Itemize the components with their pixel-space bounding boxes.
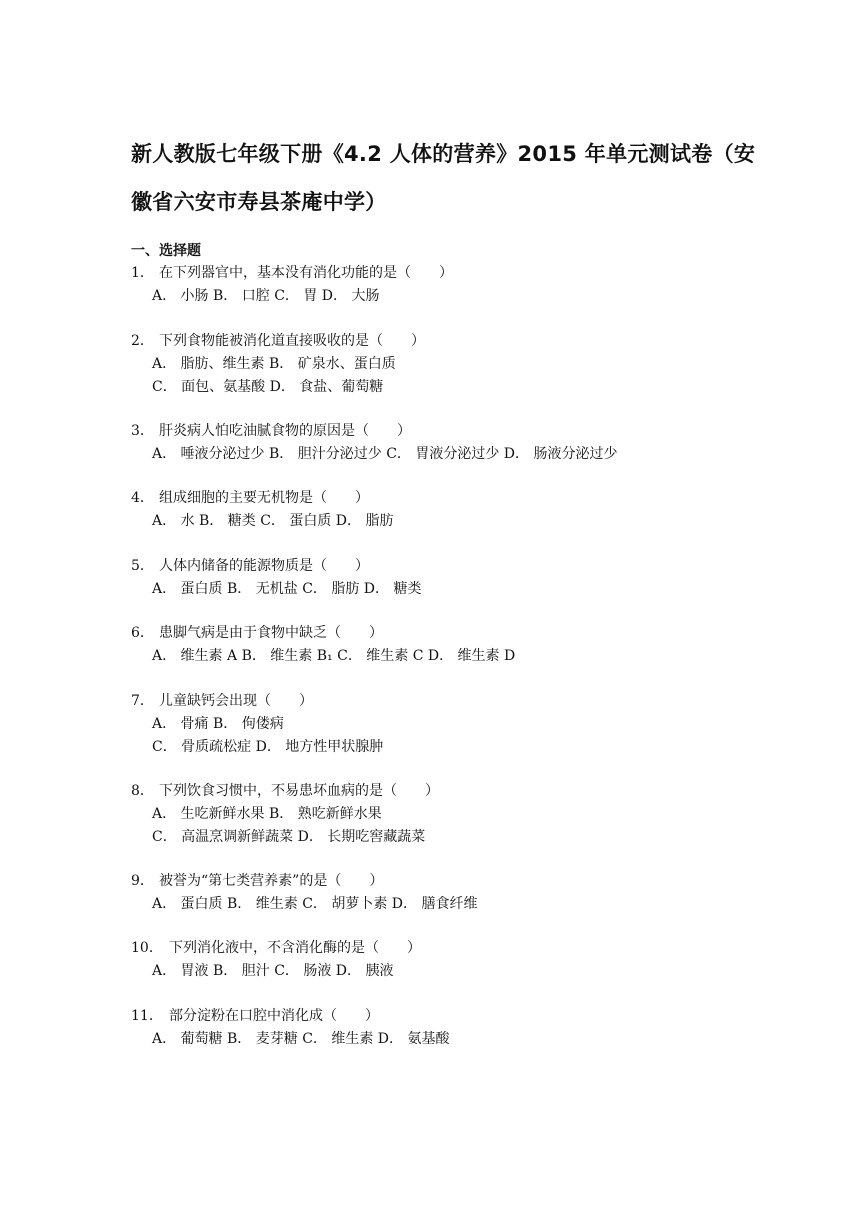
question-number: 6． bbox=[131, 625, 154, 641]
question-item bbox=[131, 420, 618, 466]
question-item bbox=[131, 622, 515, 668]
question-stem bbox=[131, 690, 383, 713]
question-item bbox=[131, 555, 422, 601]
question-text: 组成细胞的主要无机物是（ ） bbox=[159, 490, 369, 506]
question-item bbox=[131, 330, 425, 399]
answer-options: A． 水 B． 糖类 C． 蛋白质 D． 脂肪 bbox=[152, 513, 394, 529]
answer-options: A． 胃液 B． 胆汁 C． 肠液 D． 胰液 bbox=[152, 963, 394, 979]
question-item bbox=[131, 487, 394, 533]
question-item bbox=[131, 870, 478, 916]
answer-options: A． 脂肪、维生素 B． 矿泉水、蛋白质 bbox=[152, 356, 396, 372]
question-text: 人体内储备的能源物质是（ ） bbox=[159, 558, 369, 574]
answer-options: A． 骨痛 B． 佝偻病 bbox=[152, 716, 284, 732]
question-text: 患脚气病是由于食物中缺乏（ ） bbox=[159, 625, 383, 641]
question-text: 被誉为“第七类营养素”的是（ ） bbox=[159, 873, 384, 889]
question-stem bbox=[131, 1005, 450, 1028]
answer-options: A． 维生素 A B． 维生素 B₁ C． 维生素 C D． 维生素 D bbox=[152, 648, 516, 664]
question-number: 3． bbox=[131, 423, 154, 439]
answer-options: A． 生吃新鲜水果 B． 熟吃新鲜水果 bbox=[152, 806, 382, 822]
question-stem bbox=[131, 420, 618, 443]
title-line-2: 徽省六安市寿县茶庵中学） bbox=[131, 190, 387, 214]
question-number: 11． bbox=[131, 1008, 163, 1024]
question-item bbox=[131, 1005, 450, 1051]
question-text: 在下列器官中，基本没有消化功能的是（ ） bbox=[159, 265, 453, 281]
question-stem bbox=[131, 622, 515, 645]
question-number: 4． bbox=[131, 490, 154, 506]
question-text: 肝炎病人怕吃油腻食物的原因是（ ） bbox=[159, 423, 411, 439]
section-heading: 一、选择题 bbox=[131, 243, 201, 259]
question-number: 5． bbox=[131, 558, 154, 574]
question-number: 9． bbox=[131, 873, 154, 889]
question-item bbox=[131, 262, 453, 308]
answer-options: A． 蛋白质 B． 维生素 C． 胡萝卜素 D． 膳食纤维 bbox=[152, 896, 478, 912]
question-stem bbox=[131, 870, 478, 893]
answer-options: C． 面包、氨基酸 D． 食盐、葡萄糖 bbox=[152, 379, 384, 395]
question-item bbox=[131, 937, 421, 983]
answer-options: C． 高温烹调新鲜蔬菜 D． 长期吃窖藏蔬菜 bbox=[152, 829, 426, 845]
document-title bbox=[131, 130, 771, 226]
question-text: 下列饮食习惯中，不易患坏血病的是（ ） bbox=[159, 783, 439, 799]
title-line-1: 新人教版七年级下册《4.2 人体的营养》2015 年单元测试卷（安 bbox=[131, 142, 756, 166]
answer-options: A． 葡萄糖 B． 麦芽糖 C． 维生素 D． 氨基酸 bbox=[152, 1031, 450, 1047]
question-item bbox=[131, 690, 383, 759]
question-stem bbox=[131, 780, 439, 803]
question-text: 下列消化液中，不含消化酶的是（ ） bbox=[169, 940, 421, 956]
question-stem bbox=[131, 937, 421, 960]
question-stem bbox=[131, 487, 394, 510]
question-number: 8． bbox=[131, 783, 154, 799]
answer-options: A． 蛋白质 B． 无机盐 C． 脂肪 D． 糖类 bbox=[152, 581, 422, 597]
question-text: 下列食物能被消化道直接吸收的是（ ） bbox=[159, 333, 425, 349]
question-number: 2． bbox=[131, 333, 154, 349]
question-stem bbox=[131, 330, 425, 353]
answer-options: A． 唾液分泌过少 B． 胆汁分泌过少 C． 胃液分泌过少 D． 肠液分泌过少 bbox=[152, 446, 618, 462]
answer-options: C． 骨质疏松症 D． 地方性甲状腺肿 bbox=[152, 739, 384, 755]
question-stem bbox=[131, 262, 453, 285]
question-text: 儿童缺钙会出现（ ） bbox=[159, 693, 313, 709]
answer-options: A． 小肠 B． 口腔 C． 胃 D． 大肠 bbox=[152, 288, 380, 304]
question-number: 10． bbox=[131, 940, 163, 956]
question-stem bbox=[131, 555, 422, 578]
question-number: 1． bbox=[131, 265, 154, 281]
question-number: 7． bbox=[131, 693, 154, 709]
question-text: 部分淀粉在口腔中消化成（ ） bbox=[169, 1008, 379, 1024]
question-item bbox=[131, 780, 439, 849]
